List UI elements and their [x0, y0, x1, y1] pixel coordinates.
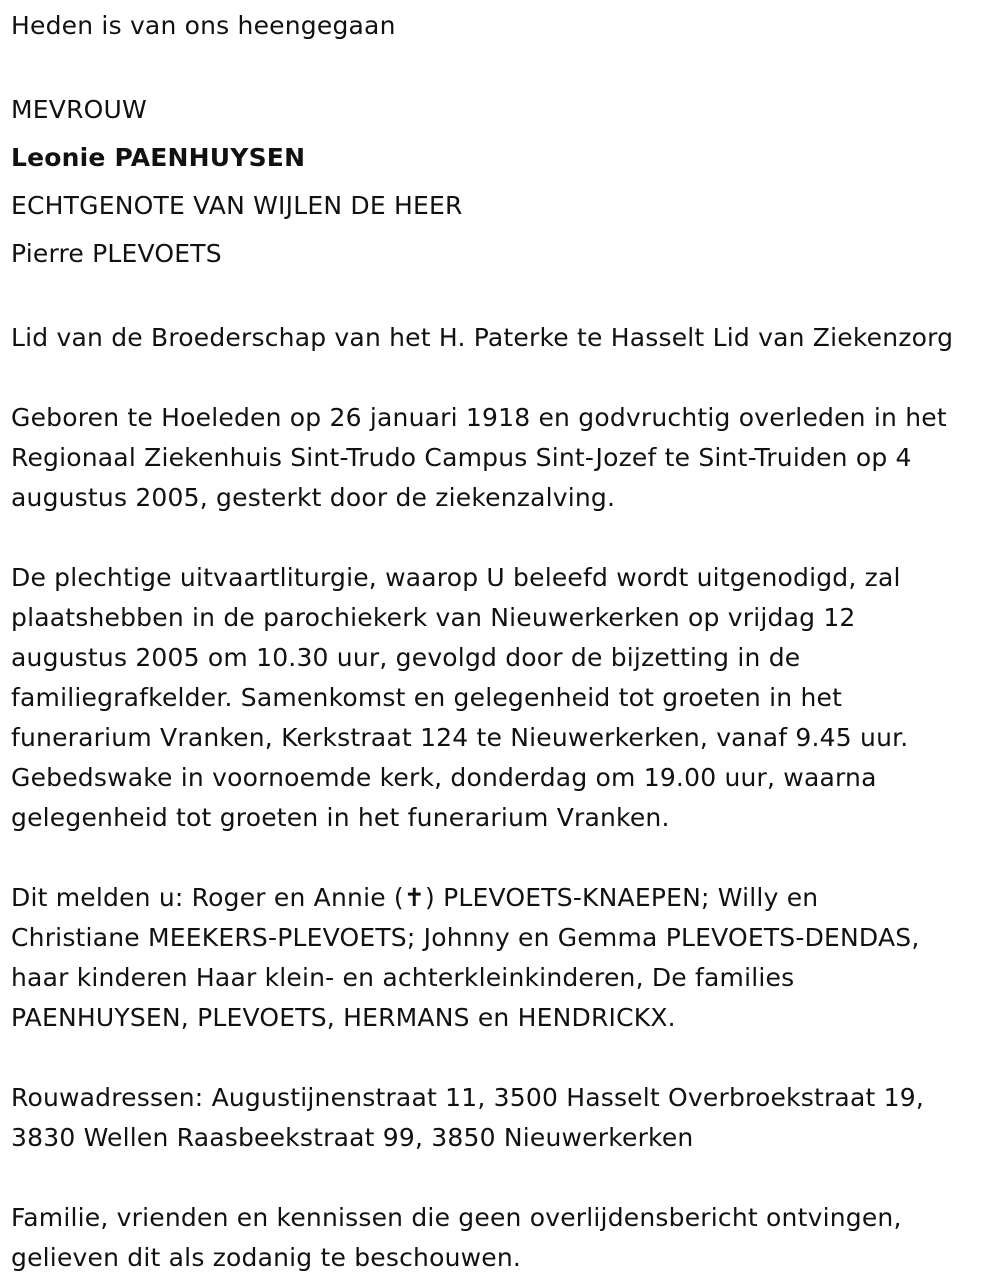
funeral-line: familiegrafkelder. Samenkomst en gelegenheid tot groeten in het	[11, 683, 843, 712]
birth-death-line: augustus 2005, gesterkt door de ziekenzalving.	[11, 483, 616, 512]
family-line: Dit melden u: Roger en Annie (✝) PLEVOETS-KNAEPEN; Willy en	[11, 883, 819, 912]
closing-paragraph	[11, 1198, 996, 1278]
intro-text: Heden is van ons heengegaan	[11, 11, 396, 40]
family-line: haar kinderen Haar klein- en achterkleinkinderen, De families	[11, 963, 795, 992]
obituary-document	[11, 6, 996, 1278]
title-prefix: MEVROUW	[11, 95, 147, 124]
address-line: 3830 Wellen Raasbeekstraat 99, 3850 Nieuwerkerken	[11, 1123, 694, 1152]
family-paragraph	[11, 878, 996, 1038]
family-line: PAENHUYSEN, PLEVOETS, HERMANS en HENDRICKX.	[11, 1003, 676, 1032]
funeral-line: De plechtige uitvaartliturgie, waarop U beleefd wordt uitgenodigd, zal	[11, 563, 901, 592]
funeral-line: Gebedswake in voornoemde kerk, donderdag om 19.00 uur, waarna	[11, 763, 877, 792]
family-line: Christiane MEEKERS-PLEVOETS; Johnny en Gemma PLEVOETS-DENDAS,	[11, 923, 920, 952]
address-line: Rouwadressen: Augustijnenstraat 11, 3500 Hasselt Overbroekstraat 19,	[11, 1083, 924, 1112]
birth-death-line: Geboren te Hoeleden op 26 januari 1918 en godvruchtig overleden in het	[11, 403, 947, 432]
addresses-paragraph	[11, 1078, 996, 1158]
deceased-name: Leonie PAENHUYSEN	[11, 143, 306, 172]
birth-death-paragraph	[11, 398, 996, 518]
closing-line: Familie, vrienden en kennissen die geen overlijdensbericht ontvingen,	[11, 1203, 902, 1232]
funeral-line: plaatshebben in de parochiekerk van Nieuwerkerken op vrijdag 12	[11, 603, 856, 632]
funeral-line: augustus 2005 om 10.30 uur, gevolgd door de bijzetting in de	[11, 643, 801, 672]
deceased-header	[11, 86, 996, 278]
closing-line: gelieven dit als zodanig te beschouwen.	[11, 1243, 522, 1272]
funeral-line: gelegenheid tot groeten in het funerarium Vranken.	[11, 803, 670, 832]
memberships-line: Lid van de Broederschap van het H. Paterke te Hasselt Lid van Ziekenzorg	[11, 323, 954, 352]
birth-death-line: Regionaal Ziekenhuis Sint-Trudo Campus Sint-Jozef te Sint-Truiden op 4	[11, 443, 912, 472]
spouse-label: ECHTGENOTE VAN WIJLEN DE HEER	[11, 191, 463, 220]
spouse-name: Pierre PLEVOETS	[11, 239, 222, 268]
funeral-line: funerarium Vranken, Kerkstraat 124 te Nieuwerkerken, vanaf 9.45 uur.	[11, 723, 909, 752]
memberships-paragraph	[11, 318, 996, 358]
funeral-paragraph	[11, 558, 996, 838]
